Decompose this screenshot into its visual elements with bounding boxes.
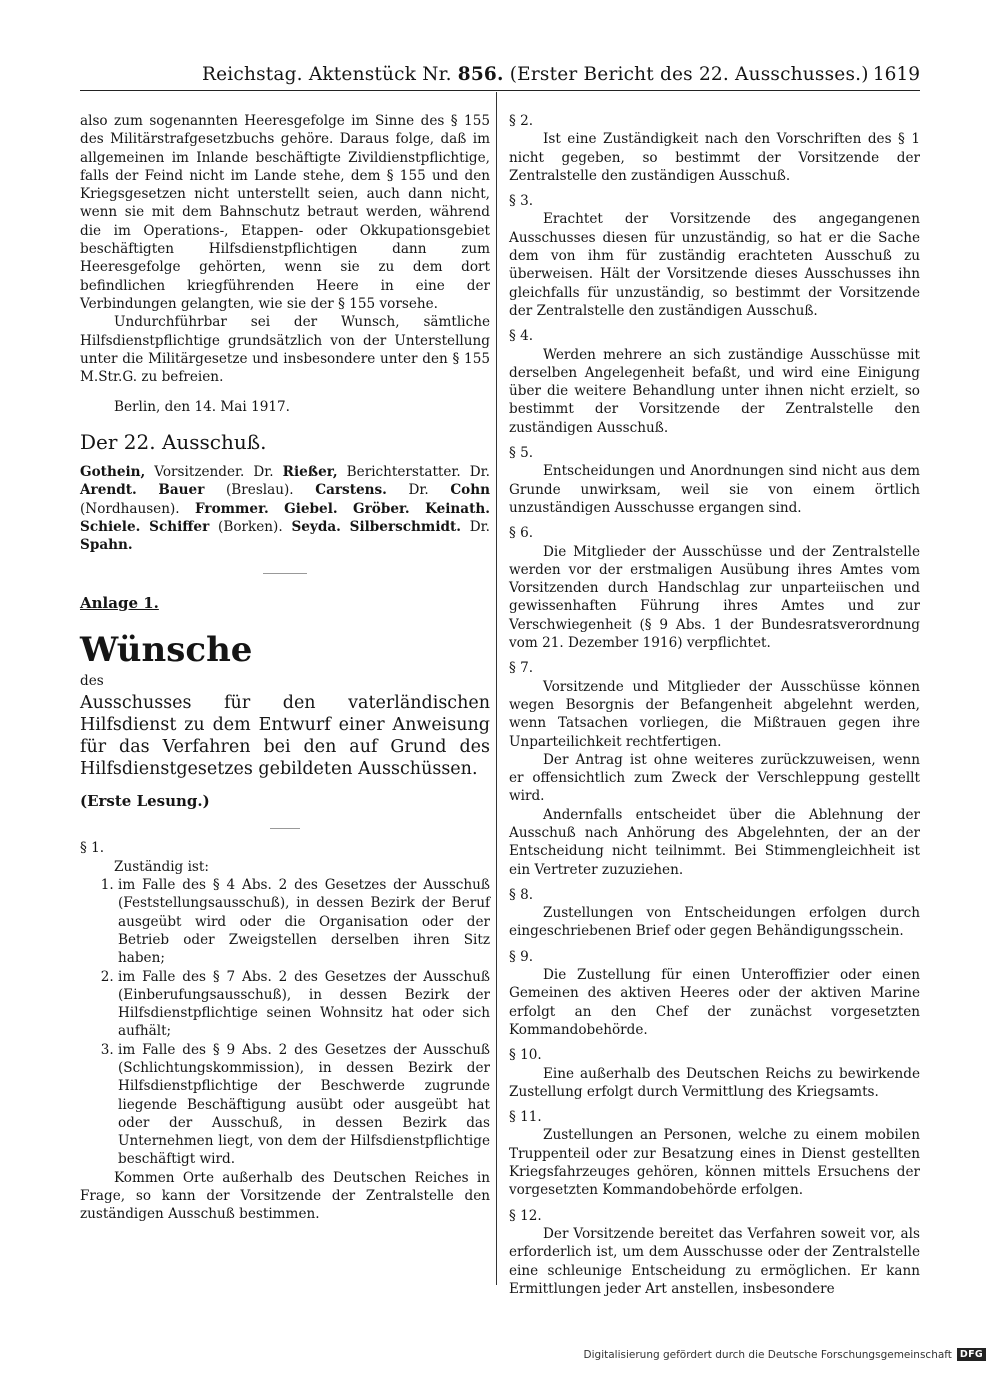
paragraph: Entscheidungen und Anordnungen sind nicht aus dem Grunde unwirksam, weil sie von einem örtlich unzuständigen Ausschusse ergangen sind. [509,463,920,516]
separator-line [263,573,307,574]
credit-text: Digitalisierung gefördert durch die Deutsche Forschungsgemeinschaft [583,1348,952,1361]
title-prefix: Dr. [469,518,491,535]
title-prefix: Dr. [253,464,274,481]
section-heading: § 1. [80,840,105,857]
member-name: Keinath. [425,500,490,517]
paragraph: Kommen Orte außerhalb des Deutschen Reiches in Frage, so kann der Vorsitzende der Zentralstelle den zuständigen Ausschuß bestimmen. [80,1169,490,1223]
list-item: 1. im Falle des § 4 Abs. 2 des Gesetzes der Ausschuß (Feststellungsausschuß), in dessen Bezirk der Beruf ausgeübt wird oder die Organisation oder der Betrieb oder Zweigstellen derselben ihren Sitz haben; [118,876,490,967]
committee-title: Der 22. Ausschuß. [80,429,267,454]
title-prefix: Dr. [408,482,429,499]
paragraph: Zustellungen an Personen, welche zu einem mobilen Truppenteil oder zur Besatzung eines in Dienst gestellten Kriegsfahrzeuges gehören, können mittels Ersuchens der vorgesetzten Kommandobehörde erfolgen. [509,1127,920,1199]
paragraph: Der Vorsitzende bereitet das Verfahren soweit vor, als erforderlich ist, um dem Ausschusse oder der Zentralstelle eine schleunige Entscheidung zu ermöglichen. Er kann Ermittlungen jeder Art anstellen, insbesondere [509,1225,920,1297]
member-place: (Breslau). [225,482,294,499]
document-number: 856. [457,64,504,85]
separator-line [270,828,300,829]
member-name: Seyda. [291,518,341,535]
section-heading: § 11. [509,1109,542,1126]
heading-connector: des [80,672,104,689]
member-name: Arendt. [80,482,137,499]
section-heading: § 12. [509,1207,542,1224]
paragraph: Der Antrag ist ohne weiteres zurückzuweisen, wenn er offensichtlich zum Zweck der Verschleppung gestellt wird. [509,751,920,805]
digitization-credit [584,1348,986,1361]
header-title-suffix: (Erster Bericht des 22. Ausschusses.) [509,64,869,85]
paragraph: Werden mehrere an sich zuständige Ausschüsse mit derselben Angelegenheit befaßt, und wird eine Einigung über die weitere Behandlung unter ihnen nicht erzielt, so bestimmt der Vorsitzende der Zentralstelle den zuständigen Ausschuß. [509,346,920,436]
section-heading: § 2. [509,113,534,129]
page-number: 1619 [872,64,920,85]
member-name: Spahn. [80,537,133,554]
section-heading: § 10. [509,1047,542,1064]
paragraph: Ist eine Zuständigkeit nach den Vorschriften des § 1 nicht gegeben, so bestimmt der Vorsitzende der Zentralstelle den zuständigen Ausschuß. [509,131,920,184]
section-heading: § 7. [509,660,534,677]
dfg-logo: DFG [957,1348,986,1361]
section-heading: § 6. [509,525,534,542]
member-name: Silberschmidt. [349,518,461,535]
paragraph: Die Mitglieder der Ausschüsse und der Zentralstelle werden vor der erstmaligen Ausübung ihres Amtes vom Vorsitzenden durch Handschlag zur unparteiischen und gewissenhaften Führung ihres Amtes und zur Verschwiegenheit (§ 9 Abs. 1 der Bundesratsverordnung vom 21. Dezember 1916) verpflichtet. [509,543,920,652]
section-heading: § 5. [509,445,534,462]
reading-label: (Erste Lesung.) [80,792,210,811]
member-name: Carstens. [315,482,387,499]
list-item: 3. im Falle des § 9 Abs. 2 des Gesetzes der Ausschuß (Schlichtungskommission), in dessen Bezirk der Hilfsdienstpflichtige der Beschwerde zugrunde liegende Beschäftigung ausübt oder ausgeübt hat oder der Ausschuß, in dessen Bezirk das Unternehmen liegt, von dem der Hilfsdienstpflichtige beschäftigt wird. [118,1041,490,1169]
member-role: Vorsitzender. [154,464,245,481]
title-prefix: Dr. [469,464,490,481]
member-name: Bauer [158,482,205,499]
member-name: Cohn [450,482,490,499]
member-name: Rießer, [282,464,338,481]
right-column [509,112,920,1298]
competence-list [80,876,490,1169]
member-role: Berichterstatter. [346,464,461,481]
paragraph: Zustellungen von Entscheidungen erfolgen durch eingeschriebenen Brief oder gegen Behändigungsschein. [509,905,920,940]
header-title-prefix: Reichstag. Aktenstück Nr. [202,64,452,85]
appendix-label: Anlage 1. [80,593,159,612]
member-name: Schiele. [80,518,141,535]
paragraph: Vorsitzende und Mitglieder der Ausschüsse können wegen Besorgnis der Befangenheit abgelehnt werden, wenn Tatsachen vorliegen, die Mißtrauen gegen ihre Unparteilichkeit rechtfertigen. [509,678,920,750]
member-name: Gröber. [353,500,410,517]
member-list [80,463,490,554]
section-heading: § 8. [509,886,534,903]
paragraph: Eine außerhalb des Deutschen Reichs zu bewirkende Zustellung erfolgt durch Vermittlung des Kriegsamts. [509,1065,920,1100]
paragraph: Erachtet der Vorsitzende des angegangenen Ausschusses diesen für unzuständig, so hat er die Sache dem von ihm für zuständig erachteten Ausschuß zu überweisen. Hält der Vorsitzende dieses Ausschusses ihn gleichfalls für unzuständig, so bestimmt der Vorsitzende der Zentralstelle den zuständigen Ausschuß. [509,211,920,319]
member-name: Schiffer [149,518,210,535]
paragraph: Die Zustellung für einen Unteroffizier oder einen Gemeinen des aktiven Heeres oder der aktiven Marine erfolgt an den Chef der zunächst vorgesetzten Kommandobehörde. [509,967,920,1038]
document-heading: Wünsche [80,629,253,670]
left-column [80,112,490,1224]
section-heading: § 4. [509,328,534,345]
paragraph: Undurchführbar sei der Wunsch, sämtliche Hilfsdienstpflichtige grundsätzlich von der Unterstellung unter die Militärgesetze und insbesondere unter den § 155 M.Str.G. zu befreien. [80,314,490,386]
page-header [80,60,920,91]
column-divider [496,92,497,1285]
paragraph: also zum sogenannten Heeresgefolge im Sinne des § 155 des Militärstrafgesetzbuchs gehöre. Daraus folge, daß im allgemeinen im Inlande beschäftigte Zivildienstpflichtige, falls der Feind nicht im Lande stehe, dem § 155 und den Kriegsgesetzen nicht unterstellt seien, auch dann nicht, wenn sie mit dem Bahnschutz betraut werden, während die im Operations-, Etappen- oder Okkupationsgebiet beschäftigten Hilfsdienstpflichtigen dann zum Heeresgefolge gehörten, wenn sie zu dem dort befindlichen kriegführenden Heere in eine der Verbindungen gelangten, wie sie der § 155 vorsehe. [80,113,490,312]
document-subheading: Ausschusses für den vaterländischen Hilfsdienst zu dem Entwurf einer Anweisung für das Verfahren bei den auf Grund des Hilfsdienstgesetzes gebildeten Ausschüssen. [80,693,490,780]
section-heading: § 9. [509,948,534,965]
member-name: Giebel. [284,500,338,517]
section-heading: § 3. [509,193,534,210]
member-place: (Nordhausen). [80,500,180,517]
list-item: 2. im Falle des § 7 Abs. 2 des Gesetzes der Ausschuß (Einberufungsausschuß), in dessen Bezirk der Hilfsdienstpflichtige seinen Wohnsitz hat oder sich aufhält; [118,968,490,1041]
paragraph: Zuständig ist: [114,858,209,875]
header-title [202,64,869,85]
member-name: Frommer. [195,500,269,517]
paragraph: Andernfalls entscheidet über die Ablehnung der Ausschuß nach Anhörung des Abgelehnten, der an der Entscheidung nicht teilnimmt. Bei Stimmengleichheit ist ein Vertreter zuzuziehen. [509,806,920,878]
member-name: Gothein, [80,464,146,481]
date-line: Berlin, den 14. Mai 1917. [114,399,290,416]
member-place: (Borken). [218,518,283,535]
